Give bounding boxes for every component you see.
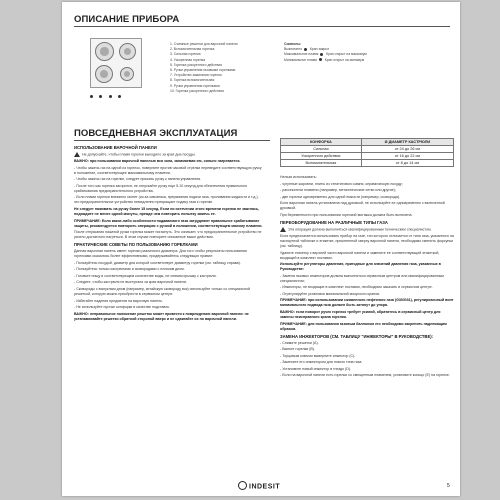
burner-icon [95,42,114,61]
paragraph: Не следует нажимать на ручку более 15 секунд. Если по истечении этого времени горелка не зажглась, подождите не менее одной минуты, прежде чем повторить попытку зажечь ее. [74,206,260,216]
logo-icon [238,481,247,490]
list-item: - Установите новый инжектор в гнездо (D). [280,366,352,371]
legend-item: 5. Горелка ускоренного действия [170,62,222,67]
list-item: - две горелки одновременно для одной емкости (например, сковорода). [280,194,401,199]
section-title-description: ОПИСАНИЕ ПРИБОРА [74,14,180,25]
legend-item: 9. Ручки управления горелками [170,83,220,88]
table-cell: Вспомогательная [281,160,362,167]
table-cell: от 8 до 14 см [361,160,453,167]
hob-diagram [90,38,142,88]
list-item: - Пользуйтесь посудой, диаметр дна которой соответствует диаметру горелки (см. таблицу справа). [74,260,241,265]
list-item: - Сковороды с выпуклым дном (например, китайскую сковороду вок) используйте только со специальной решеткой, которую можно приобрести в сервисном центре. [74,287,250,297]
paragraph: Данная варочная панель имеет горелки различного диаметра. Для того чтобы результаты пользования горелками оказались более эффективными, придерживайтесь следующих правил: [74,249,247,259]
burner-icon [120,67,134,81]
subheading: ЗАМЕНА ИНЖЕКТОРОВ (СМ. ТАБЛИЦУ "ИНЖЕКТОРЫ" В РУКОВОДСТВЕ): [280,333,434,339]
symbol-desc: Кран открыт на минимум [324,57,365,62]
title-rule [74,26,450,27]
list-item: - Снимите решетки (A). [280,340,319,345]
list-item: - Чтобы зажечь газ на одной из горелок, поверните против часовой стрелки переведите соответствующую ручку в положение, соответствующее максимальному пламени. [74,165,262,175]
list-item: - Если на варочной панели есть горелки со смещенным пламенем, установите кольцо (E) на горелке. [280,373,450,378]
symbol-label: Выключено [284,47,303,52]
subheading: ПЕРЕОБОРУДОВАНИЕ НА РАЗЛИЧНЫЕ ТИПЫ ГАЗА [280,219,388,225]
list-item: - Чтобы зажечь газ на горелке, следует прижать ручку к панели управления. [74,177,202,182]
indesit-logo: INDESIT [238,482,280,491]
legend-item: 7. Устройство зажигания горелок [170,73,222,78]
off-icon [304,48,307,51]
paragraph: При беременности при пользовании горелкой вытяжка должна быть включена. [280,212,413,217]
symbol-desc: Кран закрыт [309,47,330,52]
symbol-label: Максимальное пламя [284,52,319,57]
list-item: - рассекатели пламени (например, металлические сетки или другие); [280,188,396,193]
symbol-label: Минимальное пламя [284,57,317,62]
list-item: - Если пламя горелки внезапно гаснет (из-за сквозняка, прерывания подачи газа, проливания жидкости и т.д.), это предохранительное устройство немедленно прекращает подачу газа к горелке. [74,195,259,205]
warning-icon [74,152,80,157]
warning-icon [280,227,286,232]
paragraph: ПРИМЕЧАНИЕ: при использовании сжиженного нефтяного газа (G30/G31), регулировочный винт минимального подвода газа должен быть затянут до упора. [280,298,454,308]
subheading: ИСПОЛЬЗОВАНИЕ ВАРОЧНОЙ ПАНЕЛИ [74,145,157,150]
list-item: - После того как горелка загорится, не отпускайте ручку еще 5-10 секунд для обеспечения правильного срабатывания предохранительного устройства. [74,183,248,193]
table-cell: Сильная [281,146,362,153]
list-item: - Пользуйтесь только кастрюлями и сковородами с плоским дном. [74,267,185,272]
symbol-desc: Кран открыт на максимум [326,52,367,57]
legend-item: 3. Сильная горелка [170,52,201,57]
left-column [74,143,264,323]
paragraph: ВАЖНО: неправильное положение решеток может привести к повреждению варочной панели: не устанавливайте решетки обратной стороной вверх и не сдвигайте их по варочной панели. [74,311,249,321]
flame-max-icon [320,53,323,56]
legend-item: 6. Ручки управления газовыми горелками [170,68,236,73]
subheading: ПРАКТИЧЕСКИЕ СОВЕТЫ ПО ПОЛЬЗОВАНИЮ ГОРЕЛКАМИ [74,242,198,248]
paragraph: ПРИМЕЧАНИЕ: Если какие-либо особенности подаваемого газа затрудняют правильное срабатывание защиты, рекомендуется повторить операцию с ручкой в положении, соответствующем малому пламени. [74,218,263,228]
section-rule [74,140,270,141]
legend-left [170,42,238,94]
flame-min-icon [319,58,322,61]
section-title-usage: ПОВСЕДНЕВНАЯ ЭКСПЛУАТАЦИЯ [74,128,238,139]
knobs-row [90,88,140,94]
legend-item: 2. Вспомогательная горелка [170,47,215,52]
legend-right [284,42,367,63]
right-column [280,175,454,380]
paragraph: ВАЖНО: если поворот ручек горелок требует усилий, обратитесь в сервисный центр для замены неисправного крана горелки. [280,309,441,320]
list-item: - Торцовым ключом выверните инжектор (C). [280,353,356,358]
burner-diameter-table [280,138,454,167]
list-item: - Не используйте пустые конфорки в качестве подставок. [74,305,170,310]
list-item: - Замена газовых инжекторов должна выполняться сервисным центром или квалифицированным специалистом; [280,273,444,283]
table-row [281,153,454,160]
list-item: - Замените его инжектором для нового типа газа. [280,360,363,365]
paragraph: Эта операция должна выполняться квалифицированным техническим специалистом. [288,227,432,232]
burner-icon [119,43,136,60]
table-cell: от 24 до 26 см [361,146,453,153]
paragraph: После отпускания нажатой ручки горелка может погаснуть. Это означает, что предохранительное устройство не успело достаточно нагреться. В этом случае повторите описанные выше действия. [74,230,262,240]
legend-right-head: Символы: [284,42,302,46]
knob-icon [118,95,121,98]
list-item: - Избегайте падения предметов на варочную панель. [74,298,163,303]
paragraph: Удалите этикетку с верхней части варочной панели и замените ее соответствующей этикеткой, входящей в комплект поставки. [280,250,440,260]
paragraph: Не допускайте, чтобы пламя горелки выходило за края дна посуды. [82,152,196,157]
burner-icon [95,65,113,83]
legend-item: 1. Съемные решетки для варочной панели [170,42,238,46]
legend-item: 8. Горелка вспомогательная [170,78,215,83]
legend-item: 4. Ускоренная горелка [170,57,206,62]
legend-item: 10. Горелка ускоренного действия [170,88,224,93]
paragraph: ВАЖНО: при пользовании варочной панелью вся зона, занимаемая ею, сильно нагревается. [74,159,241,164]
list-item: - Инжекторы, не входящие в комплект поставки, необходимо заказать в сервисном центре. [280,285,433,290]
knob-icon [109,95,112,98]
paragraph: ПРИМЕЧАНИЕ: для пользования газовым баллоном его необходимо закрепить надлежащим образом. [280,321,447,331]
knob-icon [99,95,102,98]
paragraph: Если предполагается использовать прибор на газе, тип которого отличается от типа газа, указанного на паспортной табличке и этикетке, приклеенной сверху варочной панели, необходимо сменить форсунки (см. таблицу). [280,233,454,248]
list-item: - Следите, чтобы кастрюля не выступала за края варочной панели. [74,280,187,285]
manual-page [62,2,460,496]
page-number: 5 [447,483,450,489]
table-header: КОНФОРКА [281,139,362,146]
knob-icon [90,95,93,98]
paragraph: Если варочная панель установлена над духовкой, не используйте ее одновременно с включенной духовкой. [280,201,445,211]
list-item: - чугунные жаровни, плиты из стеатитового камня, керамическую посуду; [280,181,403,186]
paragraph: Нельзя использовать: [280,175,317,179]
table-row [281,160,454,167]
list-item: - Отрегулируйте установки минимальной мощности кранов. [280,291,380,296]
table-header: Ø ДИАМЕТР КАСТРЮЛИ [361,139,453,146]
list-item: - Выньте горелки (B). [280,347,315,352]
table-cell: от 16 до 22 см [361,153,453,160]
table-row [281,146,454,153]
table-cell: Ускоренного действия [281,153,362,160]
paragraph: Используйте регуляторы давления, пригодные для значений давления газа, указанных в Руководстве: [280,262,441,272]
list-item: - Готовьте пищу в соответствующем количестве воды, не снимая крышку с кастрюли. [74,273,217,278]
